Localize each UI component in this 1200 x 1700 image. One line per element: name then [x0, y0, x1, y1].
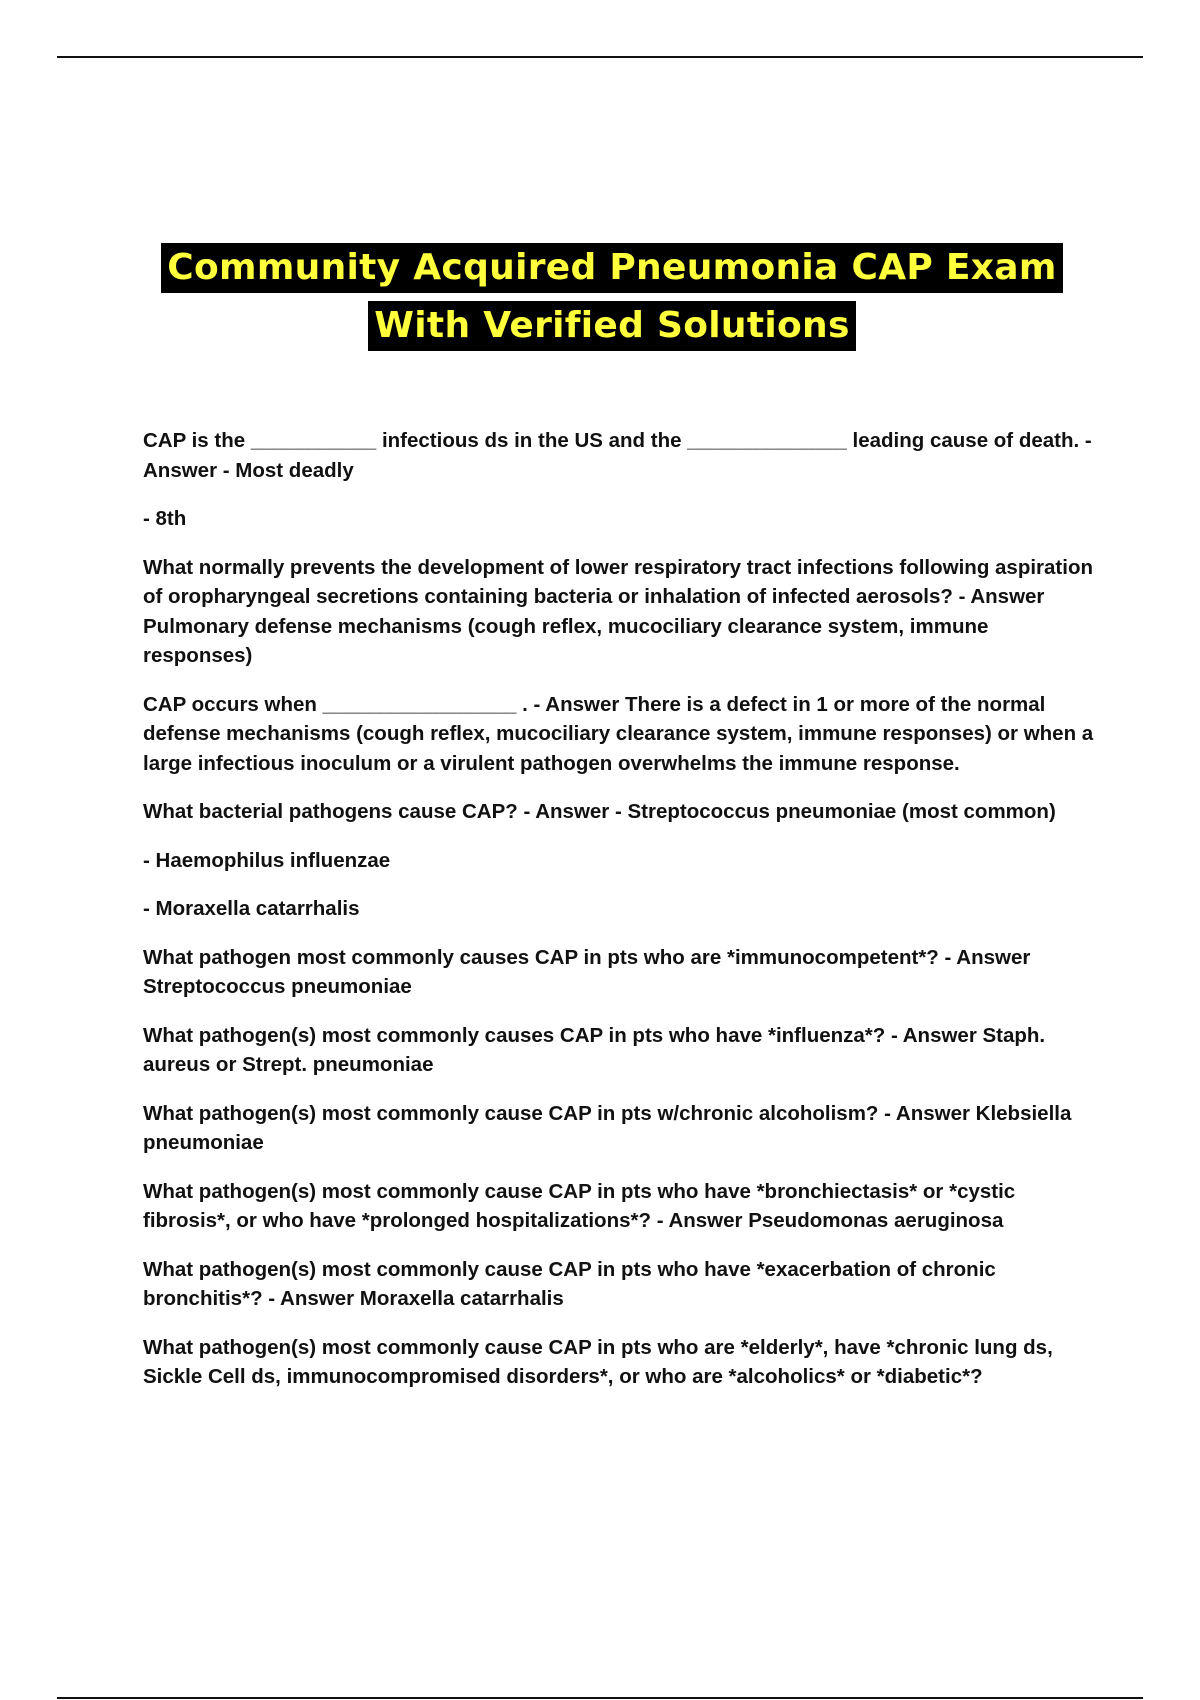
bottom-rule	[57, 1697, 1143, 1699]
document-title	[0, 243, 1200, 351]
paragraph: - Haemophilus influenzae	[143, 848, 391, 872]
document-body	[143, 426, 1098, 1411]
paragraph: What normally prevents the development of lower respiratory tract infections following aspiration of oropharyngeal secretions containing bacteria or inhalation of infected aerosols? - Answer Pulmonary defense mechanisms (cough reflex, mucociliary clearance system, immune responses)	[143, 555, 1093, 667]
top-rule	[57, 56, 1143, 58]
paragraph: What pathogen(s) most commonly cause CAP in pts who have *exacerbation of chronic bronchitis*? - Answer Moraxella catarrhalis	[143, 1257, 996, 1310]
paragraph: What pathogen most commonly causes CAP in pts who are *immunocompetent*? - Answer Streptococcus pneumoniae	[143, 945, 1031, 998]
paragraph: - 8th	[143, 507, 187, 530]
paragraph: - Moraxella catarrhalis	[143, 897, 360, 920]
paragraph: CAP is the ___________ infectious ds in the US and the ______________ leading cause of death. - Answer - Most deadly	[143, 429, 1092, 482]
title-line-1: Community Acquired Pneumonia CAP Exam	[161, 243, 1062, 293]
paragraph: CAP occurs when _________________ . - Answer There is a defect in 1 or more of the normal defense mechanisms (cough reflex, mucociliary clearance system, immune responses) or when a large infectious inoculum or a virulent pathogen overwhelms the immune response.	[143, 692, 1094, 775]
paragraph: What pathogen(s) most commonly cause CAP in pts w/chronic alcoholism? - Answer Klebsiella pneumoniae	[143, 1101, 1072, 1154]
paragraph: What pathogen(s) most commonly cause CAP in pts who are *elderly*, have *chronic lung ds, Sickle Cell ds, immunocompromised disorders*, or who are *alcoholics* or *diabetic*?	[143, 1335, 1053, 1388]
paragraph: What pathogen(s) most commonly cause CAP in pts who have *bronchiectasis* or *cystic fibrosis*, or who have *prolonged hospitalizations*? - Answer Pseudomonas aeruginosa	[143, 1179, 1016, 1232]
paragraph: What pathogen(s) most commonly causes CAP in pts who have *influenza*? - Answer Staph. aureus or Strept. pneumoniae	[143, 1023, 1046, 1076]
paragraph: What bacterial pathogens cause CAP? - Answer - Streptococcus pneumoniae (most common)	[143, 800, 1056, 823]
title-line-2: With Verified Solutions	[368, 301, 855, 351]
